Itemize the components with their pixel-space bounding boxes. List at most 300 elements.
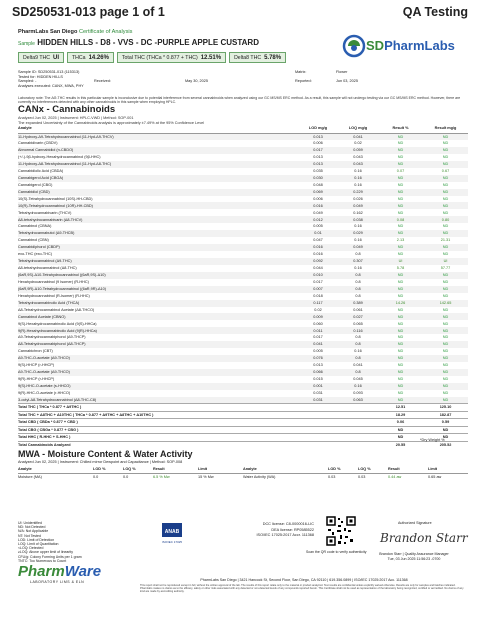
total-label: Total CBG ( CBGa * 0.877 + CBG ) — [18, 426, 298, 434]
info-key: Received: — [94, 79, 111, 84]
mwa-table — [18, 466, 468, 481]
sample-info — [18, 70, 468, 88]
analyte-name: Cannabinol (CBN) — [18, 238, 49, 243]
legend-item: ≥LOQ: Above upper limit of linearity — [18, 550, 74, 555]
analyte-name: 10(R)-Tetrahydrocannabinol (10R)-HH-CBD) — [18, 202, 298, 209]
result-mg: ND — [423, 397, 468, 404]
analyte-name: 11-Hydroxy-Δ9-Tetrahydrocannabinol (11-Hyd-Δ9-THCV) — [18, 133, 298, 140]
lod-value: 0.013 — [298, 133, 338, 140]
table-row — [18, 286, 468, 293]
loq-value: 0.043 — [338, 161, 378, 168]
table-row — [18, 313, 468, 320]
loq-value: 0.16 — [354, 224, 362, 229]
lod-value: 0.011 — [298, 327, 338, 334]
pharmware-a: Pharm — [18, 563, 65, 580]
lod-value — [298, 404, 338, 412]
pill-value: 14.26% — [88, 54, 109, 61]
pill-thca — [67, 52, 114, 63]
analyte-name: Cannabigerol (CBG) — [18, 182, 53, 187]
table-row — [18, 168, 468, 175]
table-row — [18, 244, 468, 251]
legend-item: <LOQ: Detected — [18, 546, 44, 551]
info-value: CANX, MWA, PHY — [52, 83, 84, 88]
analyte-name: Cannabinol Acetate (CBNO) — [18, 313, 298, 320]
col-loq: LOQ mg/g — [338, 124, 378, 133]
total-row — [18, 441, 468, 448]
loq-value: 0.049 — [338, 202, 378, 209]
logo-text — [366, 38, 455, 53]
report-header — [12, 5, 468, 23]
dcc-license: DCC license: C8-0000016-LIC — [262, 522, 314, 526]
result-mg: ND — [423, 202, 468, 209]
table-row — [18, 390, 468, 397]
lod-value: 0.016 — [298, 244, 338, 251]
result-mg: ND — [442, 252, 449, 257]
info-key: Sample ID: — [18, 70, 37, 74]
info-key: Sampled: — [18, 79, 35, 84]
total-label: Total CBD ( CBDa * 0.877 + CBD ) — [18, 419, 298, 427]
lod-value: 0.016 — [298, 202, 338, 209]
analyte-name: Δ9-THC-O-acetate (Δ9-THCO) — [18, 355, 298, 362]
result-pct: ND — [378, 369, 423, 376]
analyte-name: Cannabidiol (CBD) — [18, 189, 298, 196]
mwa-header — [18, 466, 468, 474]
lod-value: 0.013 — [298, 161, 338, 168]
pill-value: 12.51% — [200, 54, 222, 61]
analyte-name: Hexahydrocannabinol (9 Isomer) (R-HHC) — [18, 279, 89, 284]
lod-value: 0.041 — [298, 341, 338, 348]
analyte-name: Cannabigerol Acid (CBGA) — [18, 175, 298, 182]
table-row — [18, 258, 468, 265]
table-row — [18, 341, 468, 348]
info-key: Analyses executed: — [18, 83, 51, 88]
sdpharmlabs-logo — [342, 32, 468, 62]
lod-value: 0.016 — [313, 252, 323, 257]
result-mg: ND — [442, 141, 449, 146]
sample-tag: Sample — [18, 41, 35, 47]
result-mg: ND — [423, 434, 468, 442]
result-pct: ND — [378, 397, 423, 404]
result-mg: ND — [442, 293, 449, 298]
result-pct: UI — [378, 258, 423, 265]
mwa-cell: 0.03 — [358, 475, 366, 479]
table-row — [18, 182, 468, 189]
lod-value: 0.015 — [313, 377, 323, 382]
info-row — [18, 84, 468, 89]
loq-value: 0.8 — [338, 341, 378, 348]
mwa-cell: 0.0 — [93, 475, 99, 479]
loq-value: 0.093 — [353, 390, 363, 395]
table-row — [18, 265, 468, 272]
mwa-cell: 15 % Mw — [198, 475, 214, 479]
total-label: Total THC + Δ8THC + Δ10THC ( THCa * 0.877 + Δ9THC + Δ8THC + Δ10THC ) — [18, 411, 298, 419]
loq-value: 0.16 — [354, 238, 362, 243]
result-pct: 0.06 — [378, 419, 423, 427]
mwa-col-header: Analyte — [243, 466, 328, 474]
pill-label: THCa — [72, 54, 86, 61]
result-mg: 0.59 — [423, 419, 468, 427]
loq-value: 0.045 — [353, 377, 363, 382]
analyte-name: Cannabidiphorol (CBDP) — [18, 244, 298, 251]
legend-item: UI: Unidentified — [18, 521, 42, 525]
analyte-name: Δ9-Tetrahydrocannabiphorol (Δ9-THCP) — [18, 335, 86, 340]
mwa-col-header: LOD % — [328, 466, 358, 474]
analyte-name: Cannabinol (CBNA) — [18, 224, 52, 229]
table-header — [18, 124, 468, 133]
loq-value: 0.059 — [338, 147, 378, 154]
result-mg: 21.31 — [440, 238, 451, 243]
lod-value — [298, 441, 338, 448]
result-mg: ND — [423, 313, 468, 320]
lab-name: PharmLabs San Diego — [18, 29, 78, 35]
cannabinoid-table — [18, 124, 468, 448]
result-mg: 142.65 — [423, 300, 468, 307]
lod-value: 0.018 — [313, 293, 323, 298]
loq-value: 0.8 — [355, 293, 361, 298]
col-result-mg: Result mg/g — [423, 124, 468, 133]
loq-value: 0.116 — [338, 327, 378, 334]
table-row — [18, 348, 468, 355]
qr-code-icon[interactable] — [326, 516, 356, 546]
lod-value — [298, 411, 338, 419]
iso-accreditation: ISO/IEC 17025:2017 Accr. 111368 — [256, 533, 314, 537]
table-row — [18, 300, 468, 307]
mwa-col-header: LOQ % — [358, 466, 388, 474]
lod-value: 0.01 — [298, 230, 338, 237]
result-mg: ND — [423, 175, 468, 182]
result-mg: 205.52 — [423, 441, 468, 448]
loq-value: 0.16 — [354, 349, 362, 354]
lod-value: 0.005 — [313, 349, 323, 354]
potency-pills — [18, 52, 286, 63]
analyte-name: 9(R)-HHC-O-acetate (r-HHCO) — [18, 390, 71, 395]
result-mg: ND — [423, 426, 468, 434]
table-row — [18, 154, 468, 161]
canx-title: CANx - Cannabinoids — [18, 104, 116, 115]
info-key: Matrix: — [295, 70, 307, 74]
table-row — [18, 216, 468, 223]
result-pct: ND — [378, 189, 423, 196]
lod-value: 0.031 — [313, 390, 323, 395]
info-value: Jun 03, 2025 — [336, 79, 358, 84]
analyte-name: exo-THC (exo-THC) — [18, 252, 52, 257]
result-pct: ND — [397, 279, 404, 284]
analyte-name: Δ8-tetrahydrocannabinol (Δ8-THC) — [18, 266, 77, 271]
legend-item: NT: Not Tested — [18, 533, 41, 538]
table-row — [18, 369, 468, 376]
result-pct: ND — [397, 224, 404, 229]
loq-value: 0.063 — [338, 397, 378, 404]
result-pct: ND — [378, 434, 423, 442]
loq-value — [338, 434, 378, 442]
result-pct: ND — [378, 272, 423, 279]
lod-value: 0.035 — [313, 168, 323, 173]
result-mg: ND — [423, 147, 468, 154]
qr-caption: Scan the QR code to verify authenticity — [306, 550, 367, 554]
result-mg: 125.10 — [423, 404, 468, 412]
table-row — [18, 140, 468, 147]
legend-item: ND: Not Detected — [18, 525, 46, 530]
mwa-cell: 0.03 — [328, 475, 336, 479]
result-pct: ND — [378, 313, 423, 320]
pill-value: UI — [53, 54, 60, 61]
result-pct: ND — [378, 286, 423, 293]
table-row — [18, 230, 468, 237]
result-pct: ND — [397, 363, 404, 368]
result-pct: ND — [397, 307, 404, 312]
lod-value: 0.013 — [313, 155, 323, 160]
info-value: Flower — [336, 70, 348, 74]
pill-value: 5.78% — [264, 54, 282, 61]
signature-script: Brandon Starr — [380, 531, 468, 545]
result-mg: ND — [442, 321, 449, 326]
loq-value: 0.16 — [354, 168, 362, 173]
total-label: Total Cannabinoids Analyzed — [18, 441, 298, 448]
loq-value: 0.389 — [338, 300, 378, 307]
table-row — [18, 279, 468, 286]
table-row — [18, 147, 468, 154]
result-mg: ND — [423, 355, 468, 362]
analyte-name: 9(S)-Hexahydrocannabinolic Acid (9(S)-HHCa) — [18, 321, 97, 326]
pill-d9 — [18, 52, 64, 63]
table-row — [18, 397, 468, 404]
lod-value: 0.048 — [313, 182, 323, 187]
col-result-pct: Result % — [378, 124, 423, 133]
result-pct: ND — [378, 341, 423, 348]
info-key: Reported: — [295, 79, 312, 84]
loq-value: 0.8 — [355, 335, 361, 340]
result-mg: ND — [423, 230, 468, 237]
total-row — [18, 404, 468, 412]
table-row — [18, 175, 468, 182]
mwa-cell: 6.5 % Mw — [153, 475, 170, 479]
result-mg: ND — [442, 390, 449, 395]
result-pct: ND — [378, 133, 423, 140]
result-mg: ND — [423, 286, 468, 293]
loq-value: 0.307 — [338, 258, 378, 265]
lod-value: 0.049 — [313, 210, 323, 215]
result-mg: ND — [442, 335, 449, 340]
analyte-name: Tetrahydrocannabivarin (THCV) — [18, 210, 72, 215]
result-pct: 2.13 — [396, 238, 405, 243]
result-mg: ND — [442, 279, 449, 284]
lod-value: 0.076 — [298, 355, 338, 362]
loq-value — [338, 426, 378, 434]
loq-value: 0.8 — [338, 369, 378, 376]
table-row — [18, 293, 468, 300]
table-row — [18, 327, 468, 334]
sample-line — [18, 38, 259, 47]
analyte-name: Cannabidivarin (CBDV) — [18, 141, 58, 146]
result-mg: ND — [442, 224, 449, 229]
col-analyte: Analyte — [18, 124, 298, 133]
lod-value: 0.006 — [313, 196, 323, 201]
analyte-name: Tetrahydrocannabinolic Acid (THCA) — [18, 300, 298, 307]
disclaimer: This report shall not be reproduced except in full, without the written approval of the lab. The results of this report relate only to the material or product analyzed. Test results are confidential unless explicitly waived otherwise. Results are only for samples and batches indicated. Pharmlabs makes no claims as to the efficacy, safety or other risks associated with any detected or non-detected levels of any compounds reported herein. This Certificate shall not be used as representation of the laboratory being recognized, certified or accredited. No claims of any kind are made by accrediting authority. — [140, 584, 464, 594]
result-pct: 12.51 — [378, 404, 423, 412]
loq-value: 0.16 — [354, 182, 362, 187]
lod-value: 0.012 — [298, 216, 338, 223]
mwa-col-header: LOD % — [93, 466, 123, 474]
analyte-name: Cannabidiolic Acid (CBDA) — [18, 168, 64, 173]
result-pct: ND — [397, 155, 404, 160]
result-mg: ND — [423, 327, 468, 334]
table-row — [18, 355, 468, 362]
analyte-name: Tetrahydrocannabinol (Δ9-THC) — [18, 258, 298, 265]
result-mg: ND — [423, 161, 468, 168]
mwa-col-header: Result — [388, 466, 428, 474]
table-row — [18, 209, 468, 216]
mwa-col-header: Analyte — [18, 466, 93, 474]
pharmware-logo — [18, 563, 101, 580]
result-pct: ND — [378, 161, 423, 168]
pill-total-thc — [117, 52, 226, 63]
loq-value: 0.229 — [338, 189, 378, 196]
result-pct: ND — [397, 252, 404, 257]
mwa-analyzed: Analyzed Jun 02, 2025 | Instrument: Chilled mirror Dewpoint and Capacitance | Method: SOP-008 — [18, 460, 183, 464]
abbreviation-legend — [18, 521, 82, 563]
loq-value: 0.16 — [354, 266, 362, 271]
logo-mark-icon — [342, 32, 366, 62]
result-mg: ND — [442, 210, 449, 215]
loq-value: 0.038 — [338, 216, 378, 223]
mwa-col-header: LOQ % — [123, 466, 153, 474]
qa-label: QA Testing — [402, 5, 468, 19]
result-pct: ND — [378, 147, 423, 154]
lod-value: 0.044 — [313, 266, 323, 271]
loq-value: 0.041 — [338, 133, 378, 140]
table-row — [18, 362, 468, 369]
result-pct: ND — [397, 196, 404, 201]
result-pct: ND — [397, 377, 404, 382]
pill-label: Delta9 THC — [23, 54, 51, 61]
table-row — [18, 237, 468, 244]
loq-value: 0.061 — [353, 307, 363, 312]
table-row — [18, 133, 468, 140]
table-row — [18, 272, 468, 279]
signature-name — [374, 552, 454, 561]
lab-note: Laboratory note: The ΔΘ-THC results in this particular sample is inconclusive due to potential interference from several cannabinoids when analyzed using our GC MS/MS ERC method. As a result, this sample will not undergo testing via our GC MS/MS ERC method. However, there are currently no interferences detected with any other cannabinoids in this sample when employing HPLC. — [18, 96, 461, 105]
canx-uncertainty: The expanded Uncertainty of the Cannabinoids analysis is approximately ±7.49% at the 95% Confidence Level — [18, 120, 205, 125]
lod-value: 0.092 — [298, 258, 338, 265]
result-mg: ND — [442, 377, 449, 382]
info-value: May 30, 2025 — [185, 79, 209, 84]
lab-line — [18, 29, 132, 35]
result-mg: ND — [423, 272, 468, 279]
result-pct: 0.08 — [378, 216, 423, 223]
loq-value — [338, 411, 378, 419]
loq-value: 0.041 — [353, 363, 363, 368]
result-pct: ND — [397, 335, 404, 340]
result-pct: ND — [378, 355, 423, 362]
result-mg: ND — [442, 182, 449, 187]
result-mg: ND — [442, 155, 449, 160]
total-row — [18, 411, 468, 419]
result-pct: ND — [397, 390, 404, 395]
mwa-col-header: Limit — [428, 466, 468, 474]
legend-item: N/A: Not Applicable — [18, 529, 49, 534]
result-pct: ND — [378, 175, 423, 182]
result-pct: ND — [378, 426, 423, 434]
loq-value — [338, 404, 378, 412]
doc-type: Certificate of Analysis — [78, 29, 133, 35]
info-value: HIDDEN HILLS — [36, 74, 63, 79]
loq-value — [338, 441, 378, 448]
result-pct: ND — [397, 182, 404, 187]
info-key: Tested for: — [18, 74, 36, 79]
analyte-name: 10(S)-Tetrahydrocannabinol (10S)-HH-CBD) — [18, 196, 93, 201]
info-value: SD250531-013 (115313) — [37, 70, 80, 74]
analyte-name: Abnormal Cannabidiol (n-CBDO) — [18, 147, 298, 154]
result-mg: 57.77 — [440, 266, 451, 271]
lod-value: 0.001 — [298, 383, 338, 390]
analyte-name: 3-octyl-Δ8-Tetrahydrocannabinol (Δ8-THC-C8) — [18, 397, 298, 404]
pill-label: Total THC (THCa * 0.877 + THC) — [121, 54, 198, 61]
lod-value — [298, 419, 338, 427]
table-row — [18, 189, 468, 196]
analyte-name: Cannabichron (CBT) — [18, 349, 53, 354]
mwa-cell: Moisture (MA) — [18, 475, 42, 479]
total-label: Total THC ( THCa * 0.877 + Δ9THC ) — [18, 404, 298, 412]
logo-prefix: SD — [366, 38, 385, 53]
signature-title: Authorized Signature — [398, 521, 432, 525]
loq-value: 0.049 — [338, 244, 378, 251]
analyte-name: Δ8-Tetrahydrocannabinol Acetate (Δ8-THCO) — [18, 307, 95, 312]
table-row — [18, 320, 468, 327]
result-mg: ND — [423, 369, 468, 376]
legend-item: TNTC: Too Numerous to Count — [18, 558, 67, 563]
result-pct: ND — [397, 321, 404, 326]
lod-value — [298, 434, 338, 442]
result-mg: ND — [423, 133, 468, 140]
loq-value: 0.16 — [338, 175, 378, 182]
analyte-name: 9(R)-HHCP (r-HHCP) — [18, 377, 55, 382]
result-mg: 0.67 — [441, 168, 450, 173]
footer-address: PharmLabs San Diego | 3421 Hancock St, Second Floor, San Diego, CA 92110 | 619.356.0899 | ISO/IEC 17025:2017 Acc. 111368 — [200, 578, 408, 582]
analyte-name: 9(R)-Hexahydrocannabinolic Acid (9(R)-HHCa) — [18, 327, 298, 334]
pharmware-b: Ware — [64, 563, 102, 580]
result-mg: ND — [423, 341, 468, 348]
analyte-name: (+/-)-9β-hydroxy-Hexahydrocannabinol (9β-HHC) — [18, 155, 101, 160]
lod-value: 0.017 — [313, 279, 323, 284]
analyte-name: 11-Hydroxy-Δ8-Tetrahydrocannabinol (11-Hyd-Δ8-THC) — [18, 161, 298, 168]
legend-item: LOQ: Limit of Quantitation — [18, 542, 59, 547]
loq-value: 0.065 — [353, 321, 363, 326]
lod-value: 0.069 — [298, 189, 338, 196]
loq-value: 0.026 — [353, 196, 363, 201]
result-pct: 14.26 — [378, 300, 423, 307]
result-pct: ND — [378, 244, 423, 251]
result-mg: ND — [442, 196, 449, 201]
lod-value: 0.013 — [313, 363, 323, 368]
result-pct: 20.55 — [378, 441, 423, 448]
anab-cert: ISO/IEC 17025 — [161, 540, 183, 544]
loq-value: 0.8 — [338, 355, 378, 362]
result-mg: ND — [442, 349, 449, 354]
analyte-name: Tetrahydrocannabutol (Δ9-THCB) — [18, 230, 298, 237]
pharmware-sub: LABORATORY LIMS & ELN — [30, 580, 85, 584]
dry-weight-note: *Dry Weight % — [420, 438, 445, 442]
mwa-title: MWA - Moisture Content & Water Activity — [18, 449, 193, 459]
mwa-cell: Water Activity (WA) — [243, 475, 276, 479]
loq-value: 0.029 — [338, 230, 378, 237]
result-mg: ND — [423, 244, 468, 251]
table-row — [18, 383, 468, 390]
report-id: SD250531-013 page 1 of 1 — [12, 5, 165, 19]
loq-value: 0.8 — [338, 272, 378, 279]
lod-value: 0.010 — [298, 272, 338, 279]
result-mg: 182.87 — [423, 411, 468, 419]
